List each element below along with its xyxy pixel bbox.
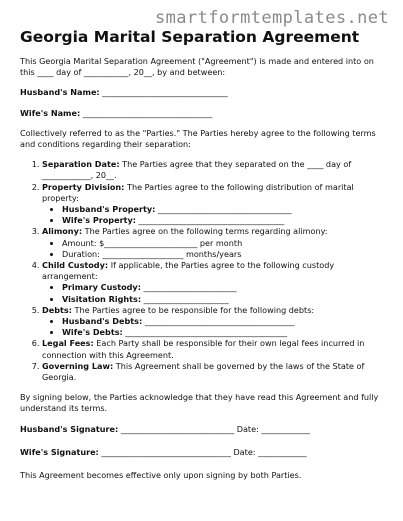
section-label: Governing Law: <box>42 360 114 371</box>
wife-signature-label: Wife's Signature: <box>20 446 99 457</box>
section-text: The Parties agree to be responsible for the following debts: <box>71 304 315 315</box>
sub-line: _____________________________________ <box>142 316 295 327</box>
terms-list <box>20 159 388 383</box>
section-child-custody <box>42 260 388 305</box>
custody-sublist <box>42 282 388 304</box>
acknowledgement-paragraph: By signing below, the Parties acknowledge that they have read this Agreement and fully understand its terms. <box>20 392 379 414</box>
debts-sublist <box>42 316 388 338</box>
husband-date-field: Date: ____________ <box>234 423 310 434</box>
wife-date-field: Date: ____________ <box>230 446 307 457</box>
wife-name-label: Wife's Name: <box>20 107 81 118</box>
alimony-sublist <box>42 238 388 260</box>
section-text: The Parties agree on the following terms regarding alimony: <box>82 226 328 237</box>
wife-name-line: ________________________________ <box>80 107 213 118</box>
sub-line: ____________________________________ <box>135 215 285 226</box>
alimony-amount-item: • Amount: $_______________________ per month <box>62 238 388 249</box>
sub-line: ________________________________________ <box>122 327 288 338</box>
section-label: Separation Date: <box>42 159 120 170</box>
visitation-rights-item <box>62 294 388 305</box>
sub-label: Husband's Debts: <box>62 316 143 327</box>
husband-signature-label: Husband's Signature: <box>20 423 119 434</box>
sub-line: _____________________ <box>141 293 229 304</box>
section-legal-fees <box>42 338 388 360</box>
husband-property-item <box>62 204 388 215</box>
section-text: The Parties agree that they separated on the ____ day of ____________, 20__. <box>42 159 352 181</box>
section-label: Legal Fees: <box>42 338 94 349</box>
parties-paragraph: Collectively referred to as the "Parties." The Parties hereby agree to the following terms and conditions regarding their separation: <box>20 127 376 150</box>
wife-property-item <box>62 215 388 226</box>
section-property-division <box>42 182 388 227</box>
wife-signature-field <box>20 447 388 458</box>
section-label: Child Custody: <box>42 260 109 271</box>
husband-name-label: Husband's Name: <box>20 87 100 98</box>
alimony-duration-item: • Duration: ____________________ months/years <box>62 249 388 260</box>
section-text: This Agreement shall be governed by the laws of the State of Georgia. <box>42 360 365 383</box>
section-alimony <box>42 226 388 260</box>
effective-paragraph: This Agreement becomes effective only upon signing by both Parties. <box>20 470 302 481</box>
document-title: Georgia Marital Separation Agreement <box>20 28 360 46</box>
sub-label: Visitation Rights: <box>62 293 142 304</box>
watermark-text: smartformtemplates.net <box>155 8 389 28</box>
section-governing-law <box>42 361 388 383</box>
sub-label: Wife's Property: <box>62 215 136 226</box>
section-text: The Parties agree to the following distribution of marital property: <box>42 181 354 203</box>
wife-name-field <box>20 108 388 119</box>
intro-paragraph: This Georgia Marital Separation Agreement ("Agreement") is made and entered into on this ____ day of ___________, 20__, by and between: <box>20 56 374 78</box>
husband-name-line: _______________________________ <box>99 87 228 98</box>
section-label: Alimony: <box>42 226 83 237</box>
husband-signature-field <box>20 424 388 435</box>
sub-label: Husband's Property: <box>62 204 156 215</box>
section-text: Each Party shall be responsible for their own legal fees incurred in connection with this Agreement. <box>42 338 365 360</box>
husband-debts-item <box>62 316 388 327</box>
sub-label: Primary Custody: <box>62 282 141 293</box>
wife-debts-item <box>62 327 388 338</box>
sub-line: _______________________ <box>140 282 237 293</box>
document-body <box>20 56 388 490</box>
section-separation-date <box>42 159 388 181</box>
husband-signature-line: ____________________________ <box>118 423 235 434</box>
primary-custody-item <box>62 282 388 293</box>
section-debts <box>42 305 388 339</box>
sub-line: _________________________________ <box>155 204 292 215</box>
wife-signature-line: ________________________________ <box>98 446 231 457</box>
husband-name-field <box>20 87 388 98</box>
section-label: Property Division: <box>42 181 125 192</box>
section-text: If applicable, the Parties agree to the following custody arrangement: <box>42 260 335 282</box>
property-sublist <box>42 204 388 226</box>
section-label: Debts: <box>42 304 72 315</box>
sub-label: Wife's Debts: <box>62 327 123 338</box>
